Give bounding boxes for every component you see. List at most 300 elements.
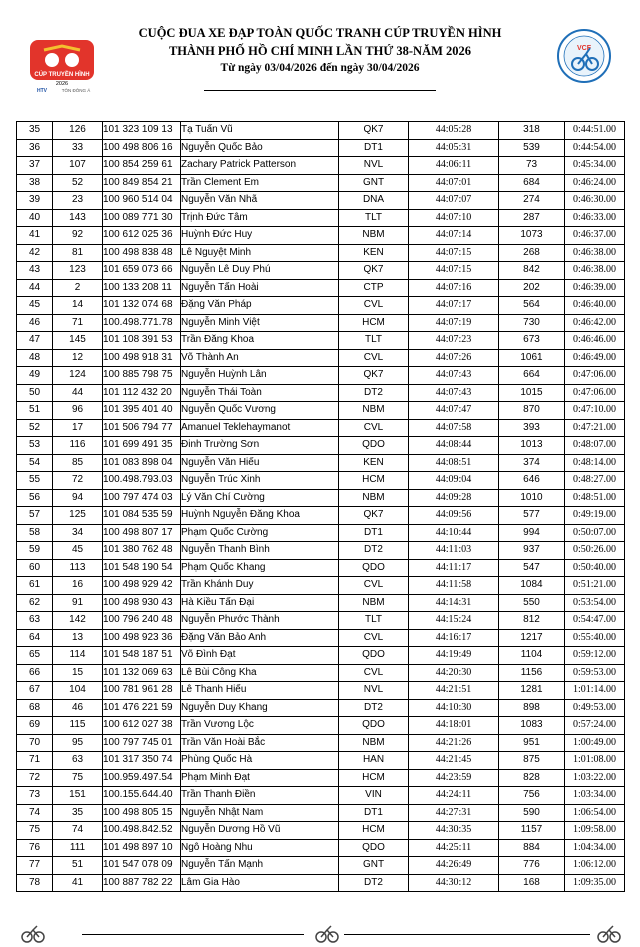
rider-name-cell: Đinh Trường Sơn [181,437,339,455]
points-cell: 828 [499,769,565,787]
rank-cell: 36 [17,139,53,157]
footer-divider [82,934,304,935]
total-time-cell: 44:30:12 [409,874,499,892]
rank-cell: 62 [17,594,53,612]
bib-cell: 115 [53,717,103,735]
table-row [17,787,625,805]
uci-id-cell: 100 887 782 22 [103,874,181,892]
points-cell: 287 [499,209,565,227]
rank-cell: 77 [17,857,53,875]
total-time-cell: 44:16:17 [409,629,499,647]
table-row [17,227,625,245]
rank-cell: 57 [17,507,53,525]
rank-cell: 54 [17,454,53,472]
rank-cell: 63 [17,612,53,630]
total-time-cell: 44:08:44 [409,437,499,455]
bib-cell: 95 [53,734,103,752]
rank-cell: 78 [17,874,53,892]
table-row [17,524,625,542]
points-cell: 550 [499,594,565,612]
team-code-cell: CVL [339,297,409,315]
uci-id-cell: 100 089 771 30 [103,209,181,227]
rider-name-cell: Nguyễn Dương Hồ Vũ [181,822,339,840]
rank-cell: 74 [17,804,53,822]
header-underline [204,90,436,91]
logo-title: CÚP TRUYỀN HÌNH [34,72,90,78]
rider-name-cell: Phạm Quốc Cường [181,524,339,542]
time-gap-cell: 0:55:40.00 [565,629,625,647]
total-time-cell: 44:07:47 [409,402,499,420]
time-gap-cell: 0:53:54.00 [565,594,625,612]
total-time-cell: 44:07:14 [409,227,499,245]
rank-cell: 64 [17,629,53,647]
rider-name-cell: Đặng Văn Pháp [181,297,339,315]
uci-id-cell: 101 083 898 04 [103,454,181,472]
team-code-cell: QDO [339,647,409,665]
table-row [17,367,625,385]
points-cell: 539 [499,139,565,157]
total-time-cell: 44:15:24 [409,612,499,630]
uci-id-cell: 101 506 794 77 [103,419,181,437]
bib-cell: 92 [53,227,103,245]
cyclist-icon [20,922,46,944]
bib-cell: 85 [53,454,103,472]
points-cell: 730 [499,314,565,332]
bib-cell: 143 [53,209,103,227]
rider-name-cell: Phạm Minh Đạt [181,769,339,787]
rider-name-cell: Huỳnh Đức Huy [181,227,339,245]
total-time-cell: 44:07:19 [409,314,499,332]
time-gap-cell: 0:47:06.00 [565,384,625,402]
table-row [17,542,625,560]
team-code-cell: QK7 [339,367,409,385]
total-time-cell: 44:11:17 [409,559,499,577]
team-code-cell: DT1 [339,524,409,542]
points-cell: 673 [499,332,565,350]
cyclist-icon [314,922,340,944]
points-cell: 168 [499,874,565,892]
team-code-cell: QDO [339,839,409,857]
total-time-cell: 44:07:17 [409,297,499,315]
uci-id-cell: 100 498 923 36 [103,629,181,647]
uci-id-cell: 101 548 190 54 [103,559,181,577]
time-gap-cell: 1:03:34.00 [565,787,625,805]
time-gap-cell: 1:06:54.00 [565,804,625,822]
bib-cell: 63 [53,752,103,770]
total-time-cell: 44:07:01 [409,174,499,192]
team-code-cell: NVL [339,157,409,175]
table-row [17,139,625,157]
rank-cell: 69 [17,717,53,735]
total-time-cell: 44:20:30 [409,664,499,682]
total-time-cell: 44:06:11 [409,157,499,175]
table-row [17,804,625,822]
rider-name-cell: Trần Văn Hoài Bắc [181,734,339,752]
bib-cell: 114 [53,647,103,665]
table-row [17,577,625,595]
total-time-cell: 44:07:43 [409,384,499,402]
points-cell: 664 [499,367,565,385]
table-row [17,664,625,682]
uci-id-cell: 100 133 208 11 [103,279,181,297]
points-cell: 547 [499,559,565,577]
results-table [16,121,625,892]
rank-cell: 55 [17,472,53,490]
rank-cell: 75 [17,822,53,840]
points-cell: 1156 [499,664,565,682]
bib-cell: 145 [53,332,103,350]
points-cell: 870 [499,402,565,420]
points-cell: 318 [499,122,565,140]
rank-cell: 72 [17,769,53,787]
rank-cell: 71 [17,752,53,770]
team-code-cell: CTP [339,279,409,297]
uci-id-cell: 100 498 918 31 [103,349,181,367]
rider-name-cell: Trịnh Đức Tâm [181,209,339,227]
table-row [17,594,625,612]
time-gap-cell: 1:09:35.00 [565,874,625,892]
team-code-cell: QDO [339,717,409,735]
uci-id-cell: 100.959.497.54 [103,769,181,787]
logo-sponsor-tda: TÔN ĐÔNG Á [61,88,91,93]
team-code-cell: CVL [339,577,409,595]
time-gap-cell: 0:51:21.00 [565,577,625,595]
bib-cell: 72 [53,472,103,490]
table-row [17,734,625,752]
points-cell: 202 [499,279,565,297]
uci-id-cell: 100 885 798 75 [103,367,181,385]
time-gap-cell: 0:50:07.00 [565,524,625,542]
bib-cell: 75 [53,769,103,787]
rank-cell: 73 [17,787,53,805]
total-time-cell: 44:18:01 [409,717,499,735]
rank-cell: 68 [17,699,53,717]
points-cell: 73 [499,157,565,175]
table-row [17,174,625,192]
rank-cell: 52 [17,419,53,437]
total-time-cell: 44:07:15 [409,262,499,280]
rank-cell: 45 [17,297,53,315]
document-header [0,0,640,110]
points-cell: 1281 [499,682,565,700]
total-time-cell: 44:09:28 [409,489,499,507]
rank-cell: 56 [17,489,53,507]
total-time-cell: 44:08:51 [409,454,499,472]
bib-cell: 94 [53,489,103,507]
points-cell: 577 [499,507,565,525]
bib-cell: 151 [53,787,103,805]
points-cell: 1013 [499,437,565,455]
points-cell: 937 [499,542,565,560]
rider-name-cell: Nguyễn Trúc Xinh [181,472,339,490]
team-code-cell: NBM [339,227,409,245]
table-row [17,402,625,420]
total-time-cell: 44:24:11 [409,787,499,805]
rank-cell: 35 [17,122,53,140]
table-row [17,472,625,490]
time-gap-cell: 0:47:06.00 [565,367,625,385]
time-gap-cell: 0:46:49.00 [565,349,625,367]
table-row [17,279,625,297]
points-cell: 842 [499,262,565,280]
uci-id-cell: 100.498.771.78 [103,314,181,332]
points-cell: 1083 [499,717,565,735]
total-time-cell: 44:07:23 [409,332,499,350]
rider-name-cell: Trần Đăng Khoa [181,332,339,350]
uci-id-cell: 100 796 240 48 [103,612,181,630]
table-row [17,384,625,402]
uci-id-cell: 101 112 432 20 [103,384,181,402]
tv-cup-logo [26,38,98,94]
rider-name-cell: Hà Kiều Tấn Đại [181,594,339,612]
time-gap-cell: 0:47:21.00 [565,419,625,437]
rider-name-cell: Lê Bùi Công Kha [181,664,339,682]
table-row [17,629,625,647]
points-cell: 268 [499,244,565,262]
bib-cell: 35 [53,804,103,822]
rider-name-cell: Nguyễn Minh Việt [181,314,339,332]
rider-name-cell: Nguyễn Tấn Hoài [181,279,339,297]
team-code-cell: HAN [339,752,409,770]
rider-name-cell: Phạm Quốc Khang [181,559,339,577]
table-row [17,489,625,507]
time-gap-cell: 0:46:24.00 [565,174,625,192]
rider-name-cell: Lâm Gia Hào [181,874,339,892]
time-gap-cell: 0:49:19.00 [565,507,625,525]
bib-cell: 45 [53,542,103,560]
team-code-cell: TLT [339,332,409,350]
bib-cell: 116 [53,437,103,455]
rider-name-cell: Zachary Patrick Patterson [181,157,339,175]
total-time-cell: 44:27:31 [409,804,499,822]
uci-id-cell: 101 548 187 51 [103,647,181,665]
points-cell: 1157 [499,822,565,840]
rank-cell: 70 [17,734,53,752]
time-gap-cell: 0:46:46.00 [565,332,625,350]
rank-cell: 58 [17,524,53,542]
uci-id-cell: 101 699 491 35 [103,437,181,455]
bib-cell: 81 [53,244,103,262]
time-gap-cell: 1:04:34.00 [565,839,625,857]
table-row [17,839,625,857]
time-gap-cell: 1:00:49.00 [565,734,625,752]
bib-cell: 91 [53,594,103,612]
points-cell: 776 [499,857,565,875]
total-time-cell: 44:07:58 [409,419,499,437]
bib-cell: 17 [53,419,103,437]
uci-id-cell: 100 498 930 43 [103,594,181,612]
table-row [17,244,625,262]
table-row [17,157,625,175]
rider-name-cell: Lý Văn Chí Cường [181,489,339,507]
team-code-cell: QDO [339,437,409,455]
uci-id-cell: 100 498 929 42 [103,577,181,595]
time-gap-cell: 0:50:40.00 [565,559,625,577]
rider-name-cell: Nguyễn Huỳnh Lân [181,367,339,385]
total-time-cell: 44:21:51 [409,682,499,700]
rank-cell: 46 [17,314,53,332]
bib-cell: 124 [53,367,103,385]
team-code-cell: QK7 [339,262,409,280]
rank-cell: 51 [17,402,53,420]
time-gap-cell: 1:06:12.00 [565,857,625,875]
table-row [17,559,625,577]
rider-name-cell: Nguyễn Phước Thành [181,612,339,630]
rider-name-cell: Võ Đình Đạt [181,647,339,665]
rider-name-cell: Nguyễn Thanh Bình [181,542,339,560]
vcf-logo-text: VCF [577,45,591,52]
uci-id-cell: 101 498 897 10 [103,839,181,857]
uci-id-cell: 100 498 805 15 [103,804,181,822]
rank-cell: 43 [17,262,53,280]
time-gap-cell: 0:46:39.00 [565,279,625,297]
rider-name-cell: Lê Thanh Hiếu [181,682,339,700]
page-footer [0,912,640,947]
logo-sponsor-htv: HTV [37,88,47,94]
bib-cell: 111 [53,839,103,857]
table-row [17,717,625,735]
total-time-cell: 44:09:04 [409,472,499,490]
team-code-cell: DT1 [339,139,409,157]
table-row [17,699,625,717]
uci-id-cell: 100 498 806 16 [103,139,181,157]
team-code-cell: GNT [339,174,409,192]
rank-cell: 50 [17,384,53,402]
uci-id-cell: 100.498.842.52 [103,822,181,840]
rank-cell: 49 [17,367,53,385]
time-gap-cell: 0:46:38.00 [565,244,625,262]
team-code-cell: KEN [339,244,409,262]
time-gap-cell: 0:46:30.00 [565,192,625,210]
uci-id-cell: 100 612 027 38 [103,717,181,735]
total-time-cell: 44:21:45 [409,752,499,770]
total-time-cell: 44:19:49 [409,647,499,665]
rider-name-cell: Phùng Quốc Hà [181,752,339,770]
bib-cell: 125 [53,507,103,525]
time-gap-cell: 0:47:10.00 [565,402,625,420]
rank-cell: 42 [17,244,53,262]
team-code-cell: HCM [339,314,409,332]
bib-cell: 113 [53,559,103,577]
rank-cell: 61 [17,577,53,595]
table-row [17,822,625,840]
team-code-cell: CVL [339,419,409,437]
table-row [17,349,625,367]
team-code-cell: QK7 [339,122,409,140]
points-cell: 951 [499,734,565,752]
team-code-cell: DNA [339,192,409,210]
rank-cell: 47 [17,332,53,350]
uci-id-cell: 101 380 762 48 [103,542,181,560]
rank-cell: 39 [17,192,53,210]
uci-id-cell: 100 612 025 36 [103,227,181,245]
rank-cell: 41 [17,227,53,245]
total-time-cell: 44:07:10 [409,209,499,227]
points-cell: 393 [499,419,565,437]
time-gap-cell: 0:59:53.00 [565,664,625,682]
team-code-cell: TLT [339,209,409,227]
points-cell: 1061 [499,349,565,367]
bib-cell: 2 [53,279,103,297]
rank-cell: 65 [17,647,53,665]
rider-name-cell: Đặng Văn Bảo Anh [181,629,339,647]
table-row [17,647,625,665]
rider-name-cell: Nguyễn Văn Hiếu [181,454,339,472]
table-row [17,209,625,227]
team-code-cell: TLT [339,612,409,630]
rank-cell: 37 [17,157,53,175]
time-gap-cell: 0:46:33.00 [565,209,625,227]
bib-cell: 34 [53,524,103,542]
rider-name-cell: Trần Vương Lộc [181,717,339,735]
time-gap-cell: 0:54:47.00 [565,612,625,630]
uci-id-cell: 101 108 391 53 [103,332,181,350]
rider-name-cell: Trần Khánh Duy [181,577,339,595]
time-gap-cell: 0:48:51.00 [565,489,625,507]
time-gap-cell: 0:50:26.00 [565,542,625,560]
total-time-cell: 44:07:26 [409,349,499,367]
time-gap-cell: 0:46:40.00 [565,297,625,315]
table-row [17,437,625,455]
uci-id-cell: 100 797 474 03 [103,489,181,507]
points-cell: 1015 [499,384,565,402]
rank-cell: 76 [17,839,53,857]
uci-id-cell: 100 498 838 48 [103,244,181,262]
points-cell: 898 [499,699,565,717]
points-cell: 1073 [499,227,565,245]
page-subtitle: THÀNH PHỐ HỒ CHÍ MINH LẦN THỨ 38-NĂM 2026 [168,44,472,58]
uci-id-cell: 101 547 078 09 [103,857,181,875]
team-code-cell: NBM [339,734,409,752]
table-row [17,507,625,525]
rank-cell: 53 [17,437,53,455]
bib-cell: 15 [53,664,103,682]
bib-cell: 52 [53,174,103,192]
points-cell: 1104 [499,647,565,665]
points-cell: 756 [499,787,565,805]
uci-id-cell: 100.498.793.03 [103,472,181,490]
table-row [17,314,625,332]
bib-cell: 123 [53,262,103,280]
table-row [17,419,625,437]
points-cell: 1010 [499,489,565,507]
uci-id-cell: 100 960 514 04 [103,192,181,210]
bib-cell: 14 [53,297,103,315]
team-code-cell: HCM [339,769,409,787]
time-gap-cell: 1:03:22.00 [565,769,625,787]
uci-id-cell: 100 854 259 61 [103,157,181,175]
uci-id-cell: 101 132 074 68 [103,297,181,315]
rider-name-cell: Ngô Hoàng Nhu [181,839,339,857]
team-code-cell: CVL [339,664,409,682]
bib-cell: 71 [53,314,103,332]
time-gap-cell: 1:01:08.00 [565,752,625,770]
rank-cell: 59 [17,542,53,560]
rider-name-cell: Nguyễn Duy Khang [181,699,339,717]
total-time-cell: 44:23:59 [409,769,499,787]
total-time-cell: 44:30:35 [409,822,499,840]
uci-id-cell: 100 797 745 01 [103,734,181,752]
uci-id-cell: 101 476 221 59 [103,699,181,717]
time-gap-cell: 0:59:12.00 [565,647,625,665]
team-code-cell: NVL [339,682,409,700]
rank-cell: 60 [17,559,53,577]
table-row [17,297,625,315]
table-row [17,454,625,472]
team-code-cell: CVL [339,629,409,647]
team-code-cell: DT2 [339,874,409,892]
table-row [17,122,625,140]
